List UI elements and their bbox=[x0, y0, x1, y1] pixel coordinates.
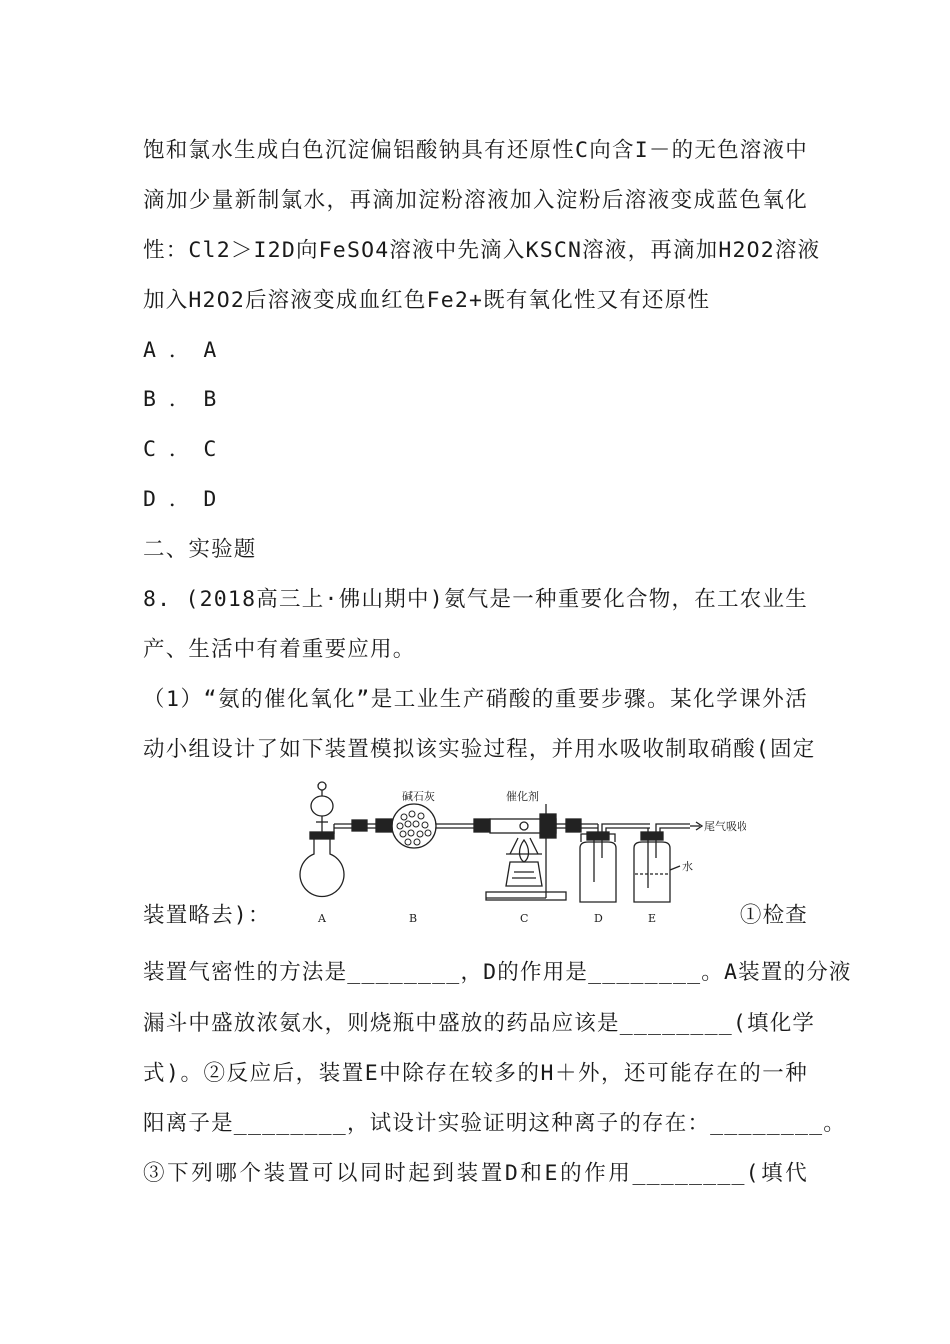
question-line-2: 产、生活中有着重要应用。 bbox=[143, 637, 416, 662]
label-water: 水 bbox=[682, 860, 693, 873]
label-c: C bbox=[520, 912, 529, 925]
label-a: A bbox=[318, 912, 326, 925]
cont-line-3: 式)。②反应后，装置E中除存在较多的H＋外，还可能存在的一种 bbox=[143, 1061, 808, 1086]
figure-suffix-text: ①检查 bbox=[739, 903, 808, 928]
text-line-1: 饱和氯水生成白色沉淀偏铝酸钠具有还原性C向含I－的无色溶液中 bbox=[143, 138, 808, 163]
apparatus-c bbox=[474, 804, 566, 900]
option-d: D ． D bbox=[143, 487, 217, 512]
apparatus-svg bbox=[296, 762, 746, 932]
question-line-1: 8. (2018高三上·佛山期中)氨气是一种重要化合物，在工农业生 bbox=[143, 587, 808, 612]
section-title: 二、实验题 bbox=[143, 537, 257, 562]
cont-line-4: 阳离子是________，试设计实验证明这种离子的存在：________。 bbox=[143, 1111, 847, 1136]
apparatus-diagram bbox=[296, 762, 746, 932]
cont-line-1: 装置气密性的方法是________，D的作用是________。A装置的分液 bbox=[143, 960, 852, 985]
apparatus-b bbox=[376, 804, 474, 848]
option-a: A ． A bbox=[143, 338, 217, 363]
figure-row bbox=[143, 762, 808, 932]
cont-line-5: ③下列哪个装置可以同时起到装置D和E的作用________(填代 bbox=[143, 1161, 808, 1186]
label-b: B bbox=[409, 912, 418, 925]
text-line-3: 性：Cl2＞I2D向FeSO4溶液中先滴入KSCN溶液，再滴加H2O2溶液 bbox=[143, 238, 821, 263]
question-part1-line-1: （1）“氨的催化氧化”是工业生产硝酸的重要步骤。某化学课外活 bbox=[143, 687, 808, 712]
label-d: D bbox=[594, 912, 603, 925]
label-e: E bbox=[648, 912, 657, 925]
text-line-4: 加入H2O2后溶液变成血红色Fe2+既有氧化性又有还原性 bbox=[143, 288, 711, 313]
figure-prefix-text: 装置略去)： bbox=[143, 903, 271, 928]
option-c: C ． C bbox=[143, 437, 217, 462]
label-catalyst: 催化剂 bbox=[506, 790, 539, 803]
apparatus-a bbox=[300, 782, 352, 896]
label-soda-lime: 碱石灰 bbox=[402, 790, 435, 803]
option-b: B ． B bbox=[143, 387, 217, 412]
apparatus-d bbox=[580, 824, 650, 902]
question-part1-line-2: 动小组设计了如下装置模拟该实验过程，并用水吸收制取硝酸(固定 bbox=[143, 737, 816, 762]
text-line-2: 滴加少量新制氯水，再滴加淀粉溶液加入淀粉后溶液变成蓝色氧化 bbox=[143, 188, 808, 213]
label-tail-gas: 尾气吸收 bbox=[704, 820, 746, 833]
cont-line-2: 漏斗中盛放浓氨水，则烧瓶中盛放的药品应该是________(填化学 bbox=[143, 1011, 816, 1036]
